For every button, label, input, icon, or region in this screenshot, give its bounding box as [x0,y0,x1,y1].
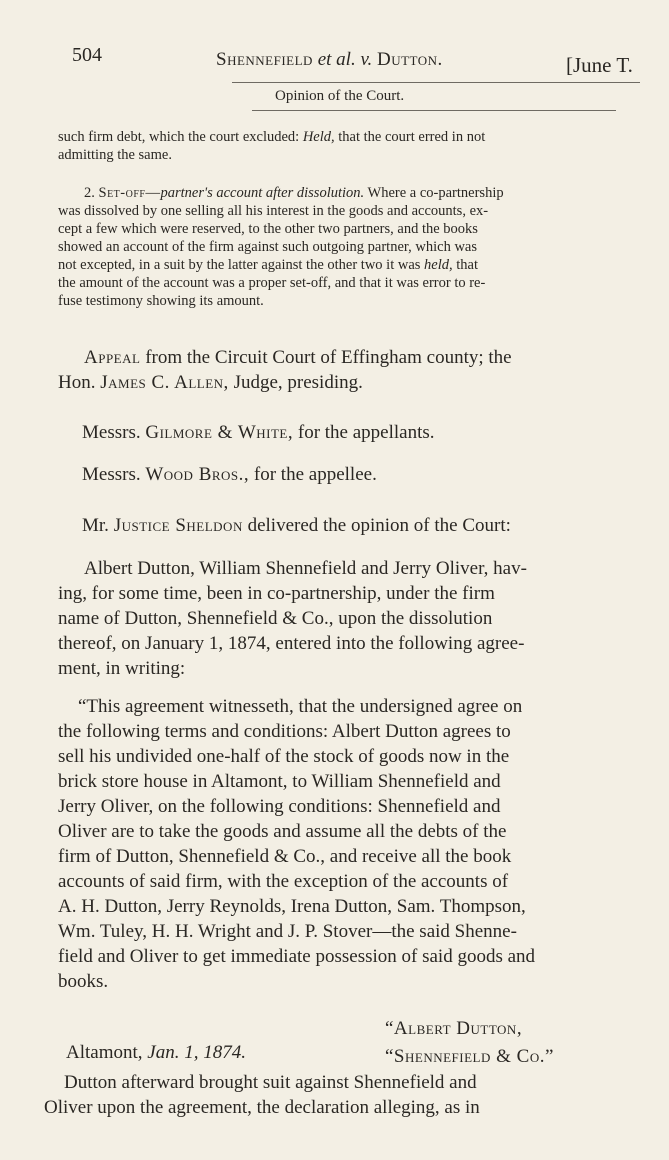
signer-2: “Shennefield & Co.” [385,1046,554,1067]
counsel-2-post: for the appellee. [253,464,377,485]
counsel-1-name: Gilmore & White, [145,422,294,443]
section-label: Opinion of the Court. [275,88,405,104]
headnote-2-caption-italic: partner's account after dissolution. [160,185,365,201]
appeal-judge-name: James C. Allen, [100,372,229,393]
agreement-line-9: A. H. Dutton, Jerry Reynolds, Irena Dutton, Sam. Thompson, [58,896,526,917]
counsel-appellants [82,420,435,445]
headnote-2-line-3: cept a few which were reserved, to the other two partners, and the books [58,221,478,237]
opinion-delivered-line [82,513,511,538]
judge-name: Justice Sheldon [113,515,243,536]
running-title [216,49,443,71]
agreement-line-2: the following terms and conditions: Albert Dutton agrees to [58,721,511,742]
agreement-line-11: field and Oliver to get immediate possession of said goods and [58,946,536,967]
headnote-2-number: 2. [84,185,95,201]
signature-date: Jan. 1, 1874. [147,1042,246,1063]
agreement-line-5: Jerry Oliver, on the following conditions: Shennefield and [58,796,501,817]
headnote-2-line-5: not excepted, in a suit by the latter against the other two it was [58,257,421,273]
paragraph-1-line-3: name of Dutton, Shennefield & Co., upon the dissolution [58,608,493,629]
headnote-2-caption-tail: Where a co-partnership [367,185,504,201]
opinion-paragraph-2 [44,1070,654,1120]
running-title-suffix: Dutton. [376,49,443,70]
agreement-line-7: firm of Dutton, Shennefield & Co., and receive all the book [58,846,512,867]
headnote-2-held: held, [424,257,453,273]
paragraph-1-line-5: ment, in writing: [58,658,186,679]
counsel-appellee [82,462,377,487]
headnote-1 [58,128,648,164]
paragraph-2-line-1: Dutton afterward brought suit against Shennefield and [64,1072,477,1093]
headnote-1-line-2: admitting the same. [58,147,172,163]
agreement-quote [58,694,658,994]
counsel-2-pre: Messrs. [82,464,141,485]
headnote-2-line-5-tail: that [456,257,478,273]
headnote-1-held: Held, [302,129,335,145]
paragraph-1-line-2: ing, for some time, been in co-partnership, under the firm [58,583,495,604]
headnote-1-line-1: such firm debt, which the court excluded: [58,129,300,145]
term-label: [June T. [566,53,633,77]
header-rule-top [232,82,640,83]
signer-1: “Albert Dutton, [385,1018,523,1039]
headnote-2-line-2: was dissolved by one selling all his interest in the goods and accounts, ex- [58,203,489,219]
agreement-line-4: brick store house in Altamont, to William Shennefield and [58,771,501,792]
appeal-statement [58,345,648,395]
header-rule-bottom [252,110,616,111]
agreement-line-12: books. [58,971,109,992]
signature-place: Altamont, [66,1042,143,1063]
appeal-word: Appeal [84,347,141,368]
paragraph-1-line-4: thereof, on January 1, 1874, entered into the following agree- [58,633,525,654]
headnote-1-tail: that the court erred in not [338,129,486,145]
appeal-line-1: from the Circuit Court of Effingham county; the [145,347,512,368]
headnote-2-line-6: the amount of the account was a proper set-off, and that it was error to re- [58,275,486,291]
headnote-2-line-4: showed an account of the firm against such outgoing partner, which was [58,239,477,255]
running-title-prefix: Shennefield [216,49,313,70]
paragraph-1-line-1: Albert Dutton, William Shennefield and Jerry Oliver, hav- [84,558,527,579]
headnote-2-line-7: fuse testimony showing its amount. [58,293,264,309]
appeal-hon: Hon. [58,372,96,393]
agreement-line-3: sell his undivided one-half of the stock of goods now in the [58,746,510,767]
agreement-line-6: Oliver are to take the goods and assume all the debts of the [58,821,507,842]
signature-place-date [66,1040,246,1065]
judge-pre: Mr. [82,515,109,536]
agreement-line-8: accounts of said firm, with the exception of the accounts of [58,871,509,892]
running-title-italic: et al. v. [317,49,373,70]
counsel-1-pre: Messrs. [82,422,141,443]
judge-post: delivered the opinion of the Court: [247,515,511,536]
page-number: 504 [72,44,102,66]
headnote-2 [58,184,658,310]
headnote-2-caption: Set-off— [98,185,161,201]
counsel-1-post: for the appellants. [297,422,435,443]
agreement-line-10: Wm. Tuley, H. H. Wright and J. P. Stover—the said Shenne- [58,921,517,942]
agreement-line-1: “This agreement witnesseth, that the undersigned agree on [78,696,523,717]
counsel-2-name: Wood Bros., [145,464,250,485]
paragraph-2-line-2: Oliver upon the agreement, the declaration alleging, as in [44,1097,480,1118]
appeal-line-2-tail: Judge, presiding. [233,372,363,393]
opinion-paragraph-1 [58,556,658,681]
